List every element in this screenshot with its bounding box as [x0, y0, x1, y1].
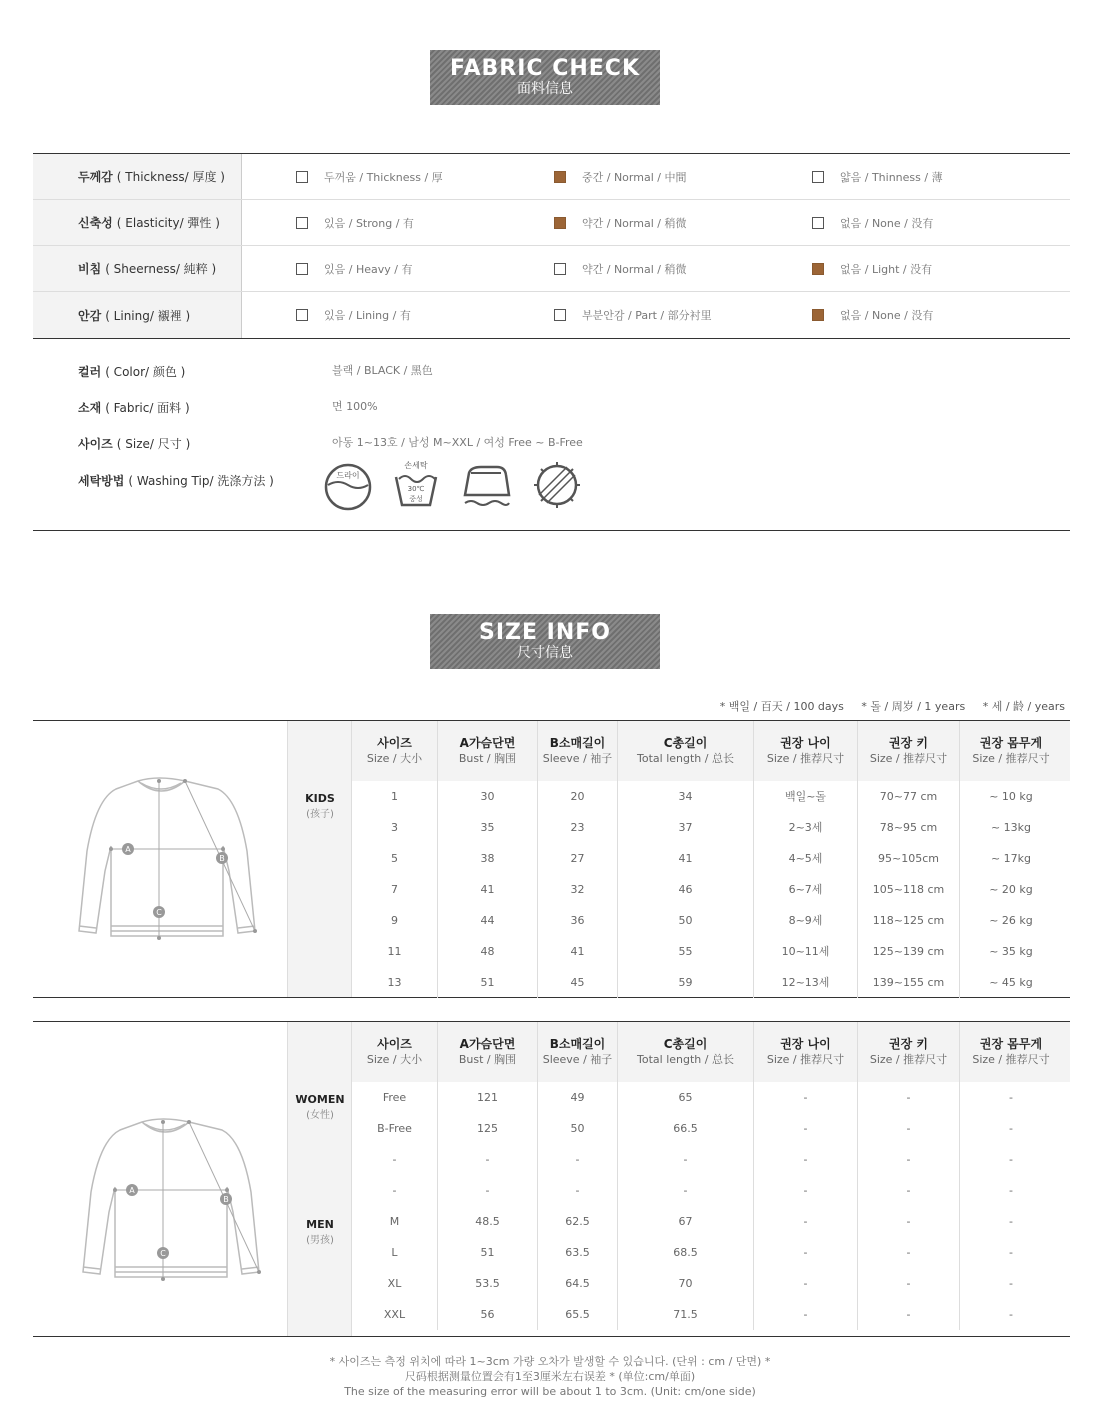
fabric-option-text: 없음 / Light / 没有	[840, 262, 933, 276]
table-cell: -	[754, 1082, 858, 1113]
unchecked-box-icon	[296, 263, 308, 275]
fabric-option	[296, 215, 554, 231]
table-row	[352, 1175, 1070, 1206]
fabric-table	[33, 153, 1070, 339]
table-cell: 125	[438, 1113, 538, 1144]
fabric-row	[33, 200, 1070, 246]
table-cell: 64.5	[538, 1268, 618, 1299]
kids-grid	[352, 721, 1070, 998]
table-cell: 7	[352, 874, 438, 905]
note-100days: * 백일 / 百天 / 100 days	[719, 700, 844, 713]
table-cell: -	[754, 1113, 858, 1144]
disclaimer-zh: 尺码根据测量位置会有1至3厘米左右误差 * (单位:cm/单面)	[404, 1370, 696, 1383]
kids-size-table	[33, 720, 1070, 998]
table-cell: 51	[438, 967, 538, 998]
svg-text:30℃: 30℃	[407, 485, 425, 493]
banner-subtitle: 面料信息	[517, 81, 573, 97]
size-header-cell: 사이즈 Size / 大小	[352, 1022, 438, 1082]
fabric-option-text: 없음 / None / 没有	[840, 216, 934, 230]
table-cell: 67	[618, 1206, 754, 1237]
table-cell: 49	[538, 1082, 618, 1113]
fabric-option-text: 얇음 / Thinness / 薄	[840, 170, 943, 184]
fabric-option	[296, 169, 554, 185]
table-cell: -	[538, 1175, 618, 1206]
table-cell: 6~7세	[754, 874, 858, 905]
table-cell: 70	[618, 1268, 754, 1299]
table-cell: 34	[618, 781, 754, 812]
table-row	[352, 781, 1070, 812]
table-row	[352, 967, 1070, 998]
table-cell: -	[858, 1082, 960, 1113]
table-cell: 4~5세	[754, 843, 858, 874]
unchecked-box-icon	[296, 217, 308, 229]
table-cell: 59	[618, 967, 754, 998]
size-header-cell: A가슴단면 Bust / 胸围	[438, 1022, 538, 1082]
table-row	[352, 1082, 1070, 1113]
table-cell: ~ 20 kg	[989, 883, 1033, 896]
table-cell: -	[1009, 1215, 1013, 1228]
table-cell: 62.5	[538, 1206, 618, 1237]
table-row	[352, 1206, 1070, 1237]
table-cell: -	[1009, 1122, 1013, 1135]
table-row	[352, 1299, 1070, 1330]
table-cell: 9	[352, 905, 438, 936]
size-header-cell: A가슴단면 Bust / 胸围	[438, 721, 538, 781]
size-header-row	[352, 1022, 1070, 1082]
fabric-row-label: 비침 ( Sheerness/ 純粹 )	[33, 246, 242, 291]
kids-group-label: KIDS (孩子)	[305, 792, 335, 820]
svg-text:C: C	[156, 908, 162, 917]
table-cell: ~ 13kg	[990, 821, 1032, 834]
size-label: 사이즈 ( Size/ 尺寸 )	[78, 437, 191, 451]
table-row	[352, 936, 1070, 967]
table-cell: -	[754, 1299, 858, 1330]
adult-group-column	[288, 1022, 352, 1336]
fabric-option	[554, 261, 812, 277]
table-cell: 23	[538, 812, 618, 843]
size-header-cell: C총길이 Total length / 总长	[618, 721, 754, 781]
size-disclaimer	[0, 1354, 1100, 1399]
table-cell: 105~118 cm	[858, 874, 960, 905]
table-cell: 125~139 cm	[858, 936, 960, 967]
size-header-cell: B소매길이 Sleeve / 袖子	[538, 721, 618, 781]
table-cell: -	[754, 1206, 858, 1237]
table-cell: 63.5	[538, 1237, 618, 1268]
table-row	[352, 1237, 1070, 1268]
table-cell: ~ 35 kg	[989, 945, 1033, 958]
table-cell: 53.5	[438, 1268, 538, 1299]
table-cell: 38	[438, 843, 538, 874]
table-cell: -	[858, 1268, 960, 1299]
table-cell: -	[618, 1144, 754, 1175]
fabric-row	[33, 292, 1070, 338]
table-cell: -	[858, 1113, 960, 1144]
table-cell: 41	[538, 936, 618, 967]
table-cell: 70~77 cm	[858, 781, 960, 812]
unchecked-box-icon	[812, 171, 824, 183]
table-cell: -	[1009, 1153, 1013, 1166]
table-cell: M	[352, 1206, 438, 1237]
fabric-option-text: 있음 / Strong / 有	[324, 216, 414, 230]
svg-text:드라이: 드라이	[336, 471, 360, 480]
table-cell: -	[858, 1299, 960, 1330]
fabric-option	[812, 307, 1070, 323]
size-notes	[706, 698, 1065, 714]
table-cell: 41	[438, 874, 538, 905]
fabric-option	[554, 169, 812, 185]
size-header-cell: 권장 키 Size / 推荐尺寸	[858, 721, 960, 781]
color-label: 컬러 ( Color/ 颜色 )	[78, 365, 186, 379]
fabric-option-text: 중간 / Normal / 中間	[582, 170, 687, 184]
fabric-option	[812, 261, 1070, 277]
unchecked-box-icon	[296, 171, 308, 183]
table-cell: -	[754, 1175, 858, 1206]
table-cell: 10~11세	[754, 936, 858, 967]
svg-text:중성: 중성	[409, 495, 423, 503]
banner-title: SIZE INFO	[479, 620, 611, 645]
size-header-cell: C총길이 Total length / 总长	[618, 1022, 754, 1082]
men-group-label: MEN (男孩)	[306, 1218, 334, 1246]
fabric-option-text: 약간 / Normal / 稍微	[582, 216, 687, 230]
dry-clean-icon	[323, 459, 373, 511]
svg-text:A: A	[129, 1186, 135, 1195]
women-group-label: WOMEN (女性)	[295, 1093, 345, 1121]
fabric-option-text: 있음 / Heavy / 有	[324, 262, 413, 276]
svg-text:B: B	[223, 1195, 229, 1204]
fabric-label: 소재 ( Fabric/ 面料 )	[78, 401, 190, 415]
banner-subtitle: 尺寸信息	[517, 645, 573, 661]
table-cell: 48	[438, 936, 538, 967]
table-cell: 1	[352, 781, 438, 812]
table-row	[352, 905, 1070, 936]
svg-text:C: C	[160, 1249, 166, 1258]
table-cell: B-Free	[352, 1113, 438, 1144]
garment-sketch	[33, 721, 288, 997]
size-info-banner	[430, 614, 660, 669]
adult-size-table	[33, 1021, 1070, 1337]
table-cell: 46	[618, 874, 754, 905]
size-header-cell: 권장 나이 Size / 推荐尺寸	[754, 1022, 858, 1082]
table-cell: 20	[538, 781, 618, 812]
table-cell: 139~155 cm	[858, 967, 960, 998]
fabric-row-label: 신축성 ( Elasticity/ 彈性 )	[33, 200, 242, 245]
table-row	[352, 874, 1070, 905]
table-cell: 118~125 cm	[858, 905, 960, 936]
table-cell: 37	[618, 812, 754, 843]
svg-text:A: A	[125, 845, 131, 854]
table-row	[352, 1268, 1070, 1299]
table-cell: 48.5	[438, 1206, 538, 1237]
table-cell: -	[438, 1175, 538, 1206]
disclaimer-en: The size of the measuring error will be about 1 to 3cm. (Unit: cm/one side)	[344, 1385, 756, 1398]
fabric-row	[33, 246, 1070, 292]
size-header-cell: 사이즈 Size / 大小	[352, 721, 438, 781]
fabric-option-text: 부분안감 / Part / 部分衬里	[582, 309, 712, 322]
table-cell: 78~95 cm	[858, 812, 960, 843]
product-info	[33, 337, 1070, 531]
table-cell: ~ 17kg	[990, 852, 1032, 865]
table-cell: -	[1009, 1308, 1013, 1321]
adult-grid	[352, 1022, 1070, 1330]
wash-label: 세탁방법 ( Washing Tip/ 洗涤方法 )	[78, 474, 274, 488]
table-row	[352, 1144, 1070, 1175]
table-cell: 56	[438, 1299, 538, 1330]
table-cell: 8~9세	[754, 905, 858, 936]
table-cell: 2~3세	[754, 812, 858, 843]
svg-text:손세탁: 손세탁	[404, 461, 428, 470]
fabric-option	[554, 307, 812, 323]
table-cell: 121	[438, 1082, 538, 1113]
table-cell: -	[352, 1175, 438, 1206]
fabric-check-banner	[430, 50, 660, 105]
unchecked-box-icon	[554, 309, 566, 321]
table-cell: -	[1009, 1246, 1013, 1259]
color-value: 블랙 / BLACK / 黑色	[332, 364, 433, 377]
sweatshirt-diagram-icon	[33, 1022, 288, 1336]
fabric-value: 면 100%	[332, 400, 378, 413]
size-header-cell: 권장 키 Size / 推荐尺寸	[858, 1022, 960, 1082]
table-cell: 44	[438, 905, 538, 936]
svg-text:B: B	[219, 854, 225, 863]
fabric-option-text: 없음 / None / 没有	[840, 309, 934, 322]
unchecked-box-icon	[296, 309, 308, 321]
table-cell: 45	[538, 967, 618, 998]
table-cell: 65.5	[538, 1299, 618, 1330]
checked-box-icon	[812, 309, 824, 321]
table-cell: 95~105cm	[858, 843, 960, 874]
table-cell: 71.5	[618, 1299, 754, 1330]
fabric-option	[296, 307, 554, 323]
table-cell: -	[858, 1175, 960, 1206]
table-cell: 35	[438, 812, 538, 843]
hand-wash-icon	[393, 459, 439, 511]
unchecked-box-icon	[554, 263, 566, 275]
banner-title: FABRIC CHECK	[449, 56, 640, 81]
table-cell: 백일~돌	[754, 781, 858, 812]
table-cell: XXL	[352, 1299, 438, 1330]
size-header-row	[352, 721, 1070, 781]
table-cell: 50	[538, 1113, 618, 1144]
size-header-cell: 권장 몸무게 Size / 推荐尺寸	[972, 1037, 1050, 1066]
fabric-option	[812, 215, 1070, 231]
table-cell: Free	[352, 1082, 438, 1113]
table-cell: -	[1009, 1091, 1013, 1104]
table-cell: -	[754, 1144, 858, 1175]
fabric-option	[296, 261, 554, 277]
table-cell: 68.5	[618, 1237, 754, 1268]
table-cell: -	[858, 1144, 960, 1175]
kids-group-column	[288, 721, 352, 997]
sweatshirt-diagram-icon	[33, 721, 288, 997]
table-cell: 12~13세	[754, 967, 858, 998]
fabric-option	[554, 215, 812, 231]
fabric-row-label: 안감 ( Lining/ 襯裡 )	[33, 292, 242, 338]
table-cell: 51	[438, 1237, 538, 1268]
unchecked-box-icon	[812, 217, 824, 229]
table-cell: ~ 10 kg	[989, 790, 1033, 803]
fabric-option-text: 약간 / Normal / 稍微	[582, 262, 687, 276]
table-cell: 36	[538, 905, 618, 936]
table-cell: 13	[352, 967, 438, 998]
fabric-option-text: 두꺼움 / Thickness / 厚	[324, 170, 443, 184]
table-cell: -	[618, 1175, 754, 1206]
table-cell: L	[352, 1237, 438, 1268]
fabric-option-text: 있음 / Lining / 有	[324, 309, 411, 322]
table-cell: 66.5	[618, 1113, 754, 1144]
table-row	[352, 1113, 1070, 1144]
no-tumble-dry-icon	[531, 459, 583, 511]
table-cell: 32	[538, 874, 618, 905]
disclaimer-ko: * 사이즈는 측정 위치에 따라 1~3cm 가량 오차가 발생할 수 있습니다. (단위 : cm / 단면) *	[329, 1355, 771, 1368]
table-cell: 41	[618, 843, 754, 874]
table-cell: -	[858, 1237, 960, 1268]
checked-box-icon	[554, 217, 566, 229]
table-cell: 3	[352, 812, 438, 843]
fabric-option	[812, 169, 1070, 185]
size-value: 아동 1~13호 / 남성 M~XXL / 여성 Free ~ B-Free	[332, 436, 583, 449]
size-header-cell: 권장 몸무게 Size / 推荐尺寸	[972, 736, 1050, 765]
fabric-row-label: 두께감 ( Thickness/ 厚度 )	[33, 154, 242, 199]
garment-sketch	[33, 1022, 288, 1336]
iron-icon	[461, 459, 513, 511]
checked-box-icon	[554, 171, 566, 183]
table-cell: -	[352, 1144, 438, 1175]
table-cell: 65	[618, 1082, 754, 1113]
table-cell: -	[858, 1206, 960, 1237]
table-cell: XL	[352, 1268, 438, 1299]
table-cell: -	[538, 1144, 618, 1175]
table-cell: ~ 45 kg	[989, 976, 1033, 989]
table-cell: 30	[438, 781, 538, 812]
table-cell: -	[1009, 1184, 1013, 1197]
table-row	[352, 812, 1070, 843]
table-cell: 50	[618, 905, 754, 936]
checked-box-icon	[812, 263, 824, 275]
table-cell: -	[754, 1268, 858, 1299]
size-header-cell: 권장 나이 Size / 推荐尺寸	[754, 721, 858, 781]
fabric-row	[33, 154, 1070, 200]
table-cell: 5	[352, 843, 438, 874]
table-cell: 27	[538, 843, 618, 874]
table-cell: -	[1009, 1277, 1013, 1290]
note-years: * 세 / 龄 / years	[982, 700, 1065, 713]
table-cell: -	[754, 1237, 858, 1268]
table-row	[352, 843, 1070, 874]
note-1year: * 돌 / 周岁 / 1 years	[861, 700, 966, 713]
table-cell: 11	[352, 936, 438, 967]
size-header-cell: B소매길이 Sleeve / 袖子	[538, 1022, 618, 1082]
table-cell: -	[438, 1144, 538, 1175]
table-cell: ~ 26 kg	[989, 914, 1033, 927]
table-cell: 55	[618, 936, 754, 967]
